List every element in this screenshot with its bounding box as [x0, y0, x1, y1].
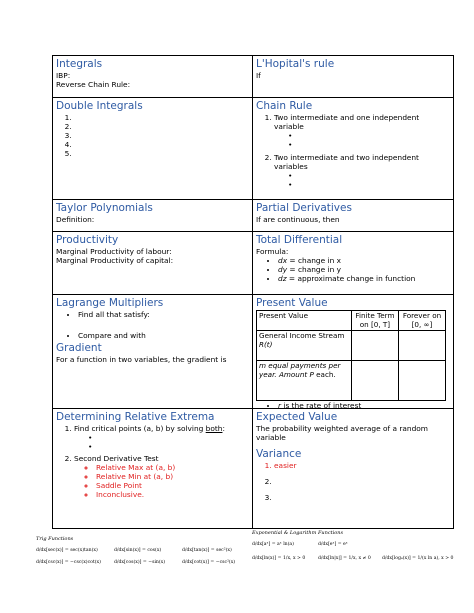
- description: = change in y: [287, 265, 341, 274]
- chain-item-two: Two intermediate and two independent variables: [274, 153, 419, 171]
- list-item: [74, 113, 249, 122]
- list-item: [274, 113, 450, 149]
- list-item: [278, 256, 450, 265]
- present-value-table: [256, 310, 446, 401]
- expected-value-text: The probability weighted average of a random variable: [256, 424, 429, 442]
- lagrange-cell: [53, 295, 252, 408]
- list-item: [274, 477, 450, 486]
- interest-note: [256, 401, 450, 408]
- variance-list: [256, 461, 450, 502]
- exp-log-title: Exponential & Logarithm Functions: [252, 530, 344, 536]
- formula: d/dx[ln|x|] = 1/x, x ≠ 0: [318, 556, 371, 561]
- derivative-formula-sheet: [36, 530, 456, 608]
- list-item: [274, 493, 450, 502]
- table-cell: [351, 331, 398, 361]
- partial-text: If are continuous, then: [256, 215, 340, 224]
- symbol: dy: [278, 265, 288, 274]
- list-item: [274, 153, 450, 189]
- chain-rule-heading: Chain Rule: [256, 100, 313, 112]
- formula: d/dx[tan(x)] = sec²(x): [182, 548, 232, 553]
- present-value-cell: [252, 295, 453, 408]
- expected-value-heading: Expected Value: [256, 411, 338, 423]
- expected-value-cell: [252, 409, 453, 528]
- bullet: [288, 140, 450, 149]
- bullet: [88, 433, 249, 442]
- formula: d/dx[ln(x)] = 1/x, x > 0: [252, 556, 306, 561]
- formula: d/dx[aˣ] = aˣ ln(a): [252, 542, 294, 547]
- formula: d/dx[cot(x)] = −csc²(x): [182, 560, 236, 565]
- table-header: Forever on [0, ∞]: [399, 311, 446, 331]
- description: = approximate change in function: [286, 274, 416, 283]
- ibp-label: IBP:: [56, 71, 71, 80]
- list-item: [278, 265, 450, 274]
- table-header: Finite Term on [0, T]: [351, 311, 398, 331]
- partial-cell: [252, 200, 453, 231]
- test-results: [74, 463, 249, 499]
- sub-bullets: [274, 131, 450, 149]
- lagrange-heading: Lagrange Multipliers: [56, 297, 164, 309]
- formula: d/dx[cos(x)] = −sin(x): [114, 560, 166, 565]
- bullet: [88, 442, 249, 451]
- integrals-heading: Integrals: [56, 58, 103, 70]
- row-label: each.: [313, 369, 336, 379]
- formula: d/dx[sin(x)] = cos(x): [114, 548, 162, 553]
- list-item: [74, 140, 249, 149]
- sub-bullets: [274, 171, 450, 189]
- row-productivity-total: [52, 232, 454, 295]
- extrema-heading: Determining Relative Extrema: [56, 411, 215, 423]
- table-cell: [399, 331, 446, 361]
- list-item: • Find all that satisfy:: [78, 310, 249, 319]
- formula: d/dx[logₐ(x)] = 1/(x ln a), x > 0: [382, 556, 454, 561]
- labour-label: Marginal Productivity of labour:: [56, 247, 172, 256]
- result-item: ◦ Relative Max at (a, b): [96, 463, 249, 472]
- integrals-cell: [53, 56, 252, 97]
- symbol: dz: [278, 274, 287, 283]
- taylor-cell: [53, 200, 252, 231]
- trig-functions-title: Trig Functions: [36, 536, 74, 542]
- double-integrals-cell: [53, 98, 252, 199]
- step-text: Second Derivative Test: [74, 454, 159, 463]
- list-item: [74, 149, 249, 158]
- gradient-text: For a function in two variables, the gradient is: [56, 355, 227, 364]
- symbol: R(t): [259, 339, 273, 349]
- bullet: [288, 131, 450, 140]
- formula: d/dx[eˣ] = eˣ: [318, 542, 348, 547]
- result-item: ◦ Relative Min at (a, b): [96, 472, 249, 481]
- capital-label: Marginal Productivity of capital:: [56, 256, 174, 265]
- table-cell: [351, 361, 398, 401]
- present-value-heading: Present Value: [256, 297, 328, 309]
- list-item: [278, 274, 450, 283]
- emphasis: both: [205, 424, 223, 433]
- formula: d/dx[csc(x)] = −csc(x)cot(x): [36, 560, 101, 565]
- lhopital-heading: L'Hopital's rule: [256, 58, 335, 70]
- result-item: ◦ Saddle Point: [96, 481, 249, 490]
- double-integrals-list: [56, 113, 249, 158]
- row-integrals: [52, 55, 454, 98]
- total-differential-cell: [252, 232, 453, 294]
- row-label: General Income Stream: [259, 331, 345, 341]
- list-item: [74, 454, 249, 499]
- gradient-heading: Gradient: [56, 342, 102, 354]
- table-cell: [257, 361, 352, 401]
- list-item: 1. Find critical points (a, b) by solving both: • •: [74, 424, 249, 451]
- bullet: [288, 171, 450, 180]
- symbol: r: [278, 401, 282, 408]
- result-item: ◦ Inconclusive.: [96, 490, 249, 499]
- productivity-heading: Productivity: [56, 234, 119, 246]
- row-double-chain: [52, 98, 454, 200]
- chain-rule-cell: [252, 98, 453, 199]
- lhopital-text: If: [256, 71, 261, 80]
- list-item: [74, 122, 249, 131]
- chain-item-one: Two intermediate and one independent variable: [274, 113, 420, 131]
- row-label: m equal payments per year. Amount: [259, 361, 341, 379]
- total-differential-heading: Total Differential: [256, 234, 343, 246]
- chain-rule-list: [256, 113, 450, 189]
- variance-heading: Variance: [256, 448, 302, 460]
- description: = change in x: [287, 256, 341, 265]
- bullet: [288, 180, 450, 189]
- formula-label: Formula:: [256, 247, 289, 256]
- table-header: Present Value: [257, 311, 352, 331]
- symbol: dx: [278, 256, 288, 265]
- symbol: P: [309, 369, 314, 379]
- productivity-cell: [53, 232, 252, 294]
- list-item: [278, 401, 450, 408]
- taylor-heading: Taylor Polynomials: [56, 202, 153, 214]
- formula: d/dx[sec(x)] = sec(x)tan(x): [36, 548, 98, 553]
- double-integrals-heading: Double Integrals: [56, 100, 143, 112]
- table-cell: [257, 331, 352, 361]
- sub-bullets: [74, 433, 249, 451]
- description: is the rate of interest: [281, 401, 362, 408]
- list-item: 1. easier: [274, 461, 450, 470]
- notes-sheet: [52, 55, 454, 529]
- list-item: • Compare and with: [78, 331, 249, 340]
- extrema-cell: [53, 409, 252, 528]
- extrema-list: [56, 424, 249, 499]
- row-taylor-partial: [52, 200, 454, 232]
- row-extrema-expected: [52, 409, 454, 529]
- reverse-chain-label: Reverse Chain Rule:: [56, 80, 131, 89]
- taylor-definition: Definition:: [56, 215, 95, 224]
- differential-list: [256, 256, 450, 283]
- step-text: Find critical points (a, b) by solving: [74, 424, 206, 433]
- list-item: [74, 131, 249, 140]
- lhopital-cell: [252, 56, 453, 97]
- partial-heading: Partial Derivatives: [256, 202, 352, 214]
- row-lagrange-present: [52, 295, 454, 409]
- table-cell: [399, 361, 446, 401]
- lagrange-list: [56, 310, 249, 340]
